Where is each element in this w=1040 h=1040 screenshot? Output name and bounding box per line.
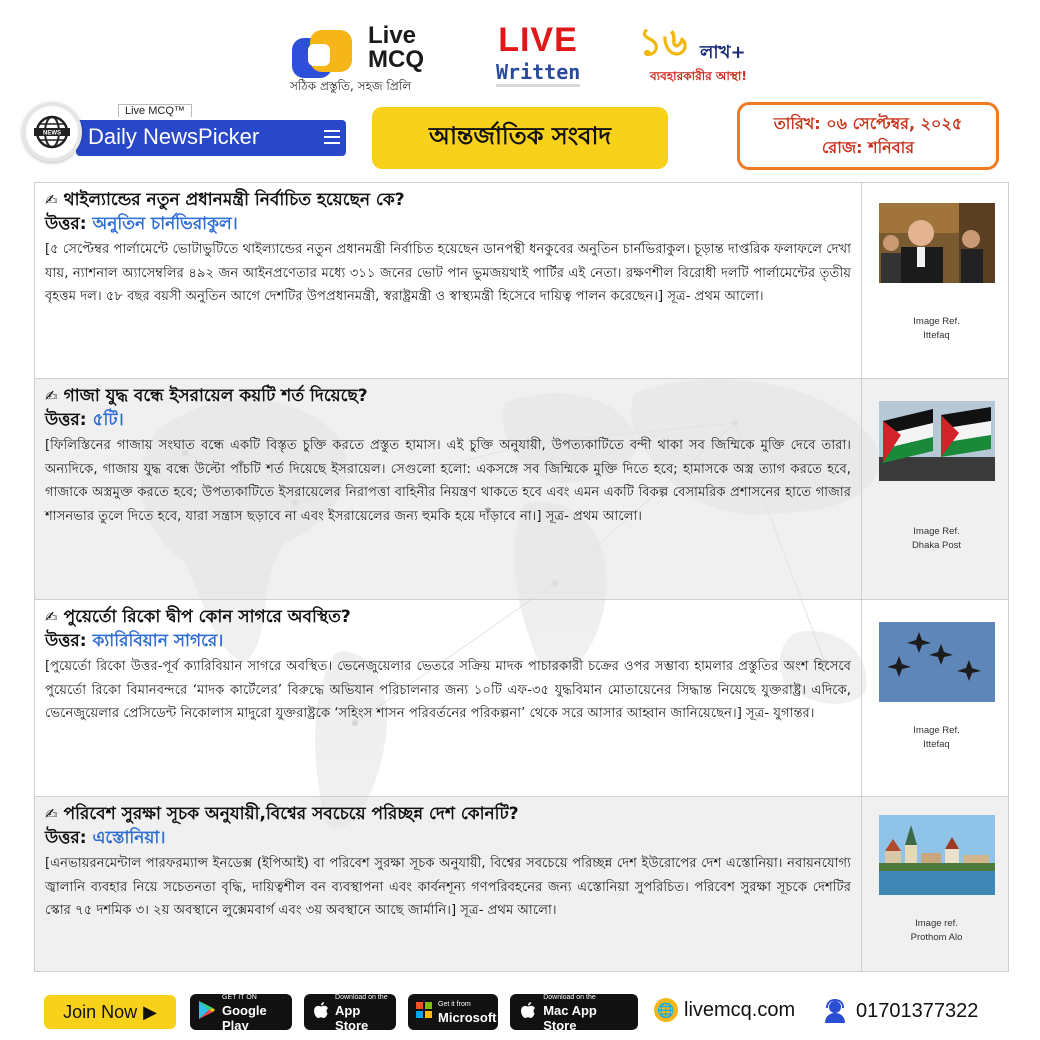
pen-icon: ✍: [45, 191, 58, 209]
users-badge: [636, 20, 786, 92]
date-box: [737, 102, 999, 170]
website-link[interactable]: 🌐 livemcq.com: [654, 998, 795, 1022]
apple-icon: [312, 1001, 329, 1024]
news-text-1: [35, 183, 861, 378]
pen-icon: ✍: [45, 387, 58, 405]
image-ref-2: Image Ref. Dhaka Post: [911, 526, 962, 551]
answer-3: উত্তর: ক্যারিবিয়ান সাগরে।: [45, 631, 224, 651]
question-3: ✍ পুয়ের্তো রিকো দ্বীপ কোন সাগরে অবস্থিত?: [45, 607, 351, 627]
live-label: LIVE: [498, 21, 578, 59]
explanation-3: [পুয়ের্তো রিকো উত্তর-পূর্ব ক্যারিবিয়ান সাগরে অবস্থিত। ভেনেজুয়েলার ভেতরে সক্রিয় মাদক পাচারকারী চক্রের ওপর সম্ভাব্য হামলার প্রস্তুতির অংশ হিসেবে পুয়ের্তো রিকো বিমানবন্দরে ‘মাদক কার্টেলের’ বিরুদ্ধে অভিযান পরিচালনার জন্য ১০টি এফ-৩৫ যুদ্ধবিমান মোতায়েনের সিদ্ধান্ত নিয়েছে যুক্তরাষ্ট্র। এদিকে, ভেনেজুয়েলার প্রেসিডেন্ট নিকোলাস মাদুরো যুক্তরাষ্ট্রকে ‘সহিংস শাসন পরিবর্তনের পরিকল্পনা’ থেকে সরে আসার আহ্বান জানিয়েছেন।] সূত্র- যুগান্তর।: [45, 659, 851, 721]
answer-2: উত্তর: ৫টি।: [45, 410, 124, 430]
header: [0, 0, 1040, 100]
palestine-flags-photo: [879, 401, 995, 481]
written-label: Written: [496, 60, 580, 87]
estonia-city-photo: [879, 815, 995, 895]
image-ref-3: Image Ref. Ittefaq: [913, 725, 960, 750]
support-agent-icon: [822, 998, 848, 1024]
footer: [0, 990, 1040, 1036]
join-now-button[interactable]: Join Now ▶: [44, 995, 176, 1029]
explanation-1: [৫ সেপ্টেম্বর পার্লামেন্টে ভোটাভুটিতে থাইল্যান্ডের নতুন প্রধানমন্ত্রী নির্বাচিত হয়েছেন ডানপন্থী ধনকুবের অনুতিন চার্নভিরাকুল। চূড়ান্ত দাপ্তরিক ফলাফলে দেখা যায়, ন্যাশনাল অ্যাসেম্বলির ৪৯২ জন আইনপ্রণেতার মধ্যে ৩১১ জনের ভোট পান ভুমজয়থাই পার্টির এই নেতা। রক্ষণশীল বিরোধী দলটি পার্লামেন্টের তৃতীয় বৃহত্তম দল। ৫৮ বছর বয়সী অনুতিন আগে দেশটির উপপ্রধানমন্ত্রী, স্বরাষ্ট্রমন্ত্রী ও স্বাস্থ্যমন্ত্রী হিসেবে দায়িত্ব পালন করেছেন।] সূত্র- প্রথম আলো।: [45, 242, 851, 304]
livemcq-logo[interactable]: [290, 22, 450, 96]
newspicker-small-label: Live MCQ™: [118, 104, 192, 117]
phone-contact[interactable]: 01701377322: [822, 998, 978, 1024]
thai-pm-photo: [879, 203, 995, 283]
day-line: রোজ: শনিবার: [821, 138, 915, 157]
news-table: [34, 182, 1009, 972]
image-cell-1: [861, 183, 1009, 378]
globe-icon: 🌐: [654, 998, 678, 1022]
image-ref-4: Image ref. Prothom Alo: [910, 918, 963, 943]
pen-icon: ✍: [45, 805, 58, 823]
users-number: ১৬: [638, 20, 688, 64]
category-title: আন্তর্জাতিক সংবাদ: [372, 107, 668, 169]
microsoft-store-button[interactable]: Get it from Microsoft: [408, 994, 498, 1030]
image-cell-2: [861, 379, 1009, 599]
news-globe-icon: [22, 102, 82, 162]
news-row-2: [35, 379, 1009, 600]
google-play-button[interactable]: GET IT ON Google Play: [190, 994, 292, 1030]
users-suffix: লাখ+: [700, 42, 746, 63]
news-text-3: [35, 600, 861, 796]
app-store-button[interactable]: Download on the App Store: [304, 994, 396, 1030]
daily-newspicker-badge: [22, 102, 332, 166]
image-cell-3: [861, 600, 1009, 796]
question-2: ✍ গাজা যুদ্ধ বন্ধে ইসরায়েল কয়টি শর্ত দিয়েছে?: [45, 386, 368, 406]
news-row-1: [35, 183, 1009, 379]
svg-text:NEWS: NEWS: [43, 130, 61, 137]
live-written-badge: [496, 22, 580, 92]
answer-1: উত্তর: অনুতিন চার্নভিরাকুল।: [45, 214, 238, 234]
news-text-2: [35, 379, 861, 599]
explanation-4: [এনভায়রনমেন্টাল পারফরম্যান্স ইনডেক্স (ইপিআই) বা পরিবেশ সুরক্ষা সূচক অনুযায়ী, বিশ্বের সবচেয়ে পরিচ্ছন্ন দেশ ইউরোপের দেশ এস্তোনিয়া। নবায়নযোগ্য জ্বালানি ব্যবহার নিয়ে সচেতনতা বৃদ্ধি, দায়িত্বশীল বন ব্যবস্থাপনা এবং কার্বনশূন্য গণপরিবহনের জন্য এস্তোনিয়া সুপরিচিত। পরিবেশ সুরক্ষা সূচকে দেশটির স্কোর ৭৫ দশমিক ৩। ২য় অবস্থানে লুক্সেমবার্গ এবং ৩য় অবস্থানে আছে জার্মানি।] সূত্র- প্রথম আলো।: [45, 856, 851, 918]
date-line: তারিখ: ০৬ সেপ্টেম্বর, ২০২৫: [773, 114, 963, 133]
image-ref-1: Image Ref. Ittefaq: [913, 316, 960, 341]
question-4: ✍ পরিবেশ সুরক্ষা সূচক অনুযায়ী,বিশ্বের সবচেয়ে পরিচ্ছন্ন দেশ কোনটি?: [45, 804, 519, 824]
answer-4: উত্তর: এস্তোনিয়া।: [45, 828, 166, 848]
livemcq-logo-icon: [292, 30, 358, 80]
newspicker-title: Daily NewsPicker: [88, 124, 260, 149]
f35-jets-photo: [879, 622, 995, 702]
menu-lines-icon: [324, 130, 340, 144]
google-play-icon: [198, 1000, 216, 1025]
play-arrow-icon: ▶: [143, 1001, 157, 1022]
news-row-4: [35, 797, 1009, 972]
question-1: ✍ থাইল্যান্ডের নতুন প্রধানমন্ত্রী নির্বাচিত হয়েছেন কে?: [45, 190, 405, 210]
news-text-4: [35, 797, 861, 972]
brand-tagline: সঠিক প্রস্তুতি, সহজ প্রিলি: [290, 79, 412, 93]
windows-icon: [416, 1002, 432, 1023]
users-subtitle: ব্যবহারকারীর আস্থা!: [650, 69, 747, 83]
mac-app-store-button[interactable]: Download on the Mac App Store: [510, 994, 638, 1030]
pen-icon: ✍: [45, 608, 58, 626]
news-row-3: [35, 600, 1009, 797]
apple-icon: [518, 1001, 537, 1024]
explanation-2: [ফিলিস্তিনের গাজায় সংঘাত বন্ধে একটি বিস্তৃত চুক্তি করতে প্রস্তুত হামাস। এই চুক্তি অনুযায়ী, উপত্যকাটিতে বন্দী থাকা সব জিম্মিকে মুক্তি দেবে তারা। অন্যদিকে, গাজায় যুদ্ধ বন্ধে উল্টো পাঁচটি শর্ত দিয়েছে ইসরায়েল। সেগুলো হলো: একসঙ্গে সব জিম্মিকে মুক্তি দিতে হবে; হামাসকে অস্ত্র ত্যাগ করতে হবে, গাজাকে অস্ত্রমুক্ত করতে হবে; উপত্যকাটিতে ইসরায়েলের নিরাপত্তা বাহিনীর নিয়ন্ত্রণ থাকতে হবে এবং এমন একটি বিকল্প বেসামরিক প্রশাসনের হাতে গাজার শাসনভার তুলে দিতে হবে, যারা সন্ত্রাস ছড়াবে না এবং ইসরায়েলের জন্য হুমকি হয়ে দাঁড়াবে না।] সূত্র- প্রথম আলো।: [45, 438, 851, 524]
brand-name: Live MCQ: [368, 22, 424, 73]
image-cell-4: [861, 797, 1009, 972]
